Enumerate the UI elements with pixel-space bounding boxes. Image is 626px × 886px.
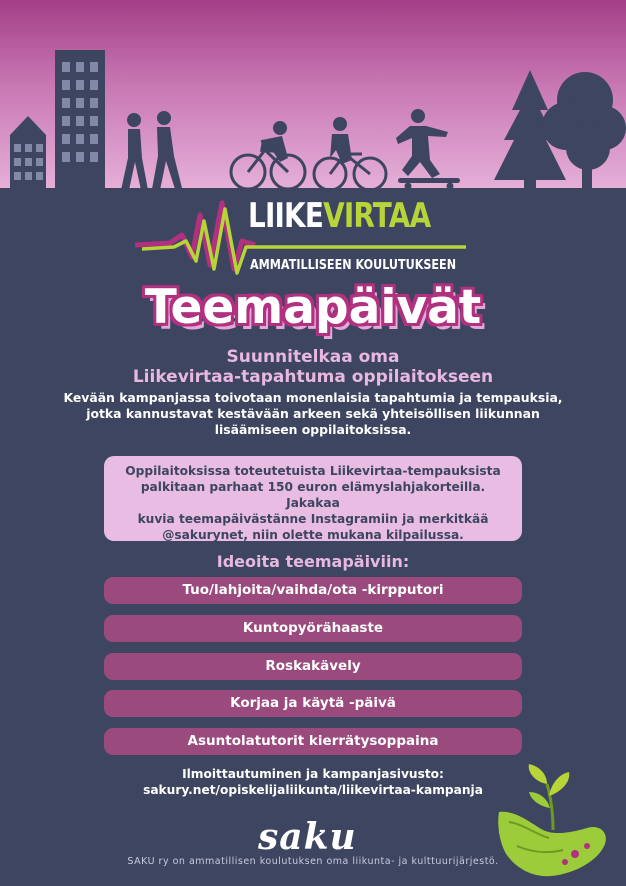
subheading [0, 347, 626, 387]
intro-line3: lisäämiseen oppilaitoksissa. [214, 422, 412, 437]
page-title: Teemapäivät [144, 280, 482, 335]
organization-tagline: SAKU ry on ammatillisen koulutuksen oma liikunta- ja kulttuurijärjestö. [127, 856, 499, 867]
idea-item-exercise-bike: Kuntopyörähaaste [104, 615, 522, 642]
contest-line2: palkitaan parhaat 150 euron elämyslahjakorteilla. Jakakaa [140, 480, 486, 510]
contest-box [104, 456, 522, 541]
idea-item-repair-day: Korjaa ja käytä -päivä [104, 690, 522, 717]
logo-word-part1: LIIKE [248, 196, 324, 236]
pedestrians-icon [121, 111, 182, 190]
intro-line1: Kevään kampanjassa toivotaan monenlaisia tapahtumia ja tempauksia, [63, 390, 563, 405]
logo-wordmark [248, 196, 430, 236]
idea-item-flea-market: Tuo/lahjoita/vaihda/ota -kirpputori [104, 577, 522, 604]
idea-item-litter-walk: Roskakävely [104, 653, 522, 680]
intro-text [40, 390, 586, 438]
contest-line1: Oppilaitoksissa toteutetuista Liikevirtaa-tempauksista [125, 464, 501, 478]
logo-word-part2: VIRTAA [323, 196, 431, 236]
tree-icon [494, 70, 626, 190]
logo-subtitle: AMMATILLISEEN KOULUTUKSEEN [250, 258, 457, 273]
skateboarder-icon [396, 109, 460, 190]
city-skyline-icon [0, 40, 626, 200]
idea-item-recycling-guides: Asuntolatutorit kierrätysoppaina [104, 728, 522, 755]
saku-logo: saku [258, 816, 357, 858]
subheading-line1: Suunnitelkaa oma [226, 347, 400, 367]
contest-line4: @sakurynet, niin olette mukana kilpailussa. [162, 528, 464, 542]
hand-plant-icon [495, 762, 615, 880]
subheading-line2: Liikevirtaa-tapahtuma oppilaitokseen [132, 367, 494, 387]
contest-line3: kuvia teemapäivästänne Instagramiin ja merkitkää [137, 512, 489, 526]
registration-label: Ilmoittautuminen ja kampanjasivusto: [182, 767, 444, 781]
campaign-url[interactable]: sakury.net/opiskelijaliikunta/liikevirtaa-kampanja [143, 783, 483, 797]
ideas-title: Ideoita teemapäiviin: [216, 552, 410, 571]
intro-line2: jotka kannustavat kestävään arkeen sekä yhteisöllisen liikunnan [86, 406, 540, 421]
